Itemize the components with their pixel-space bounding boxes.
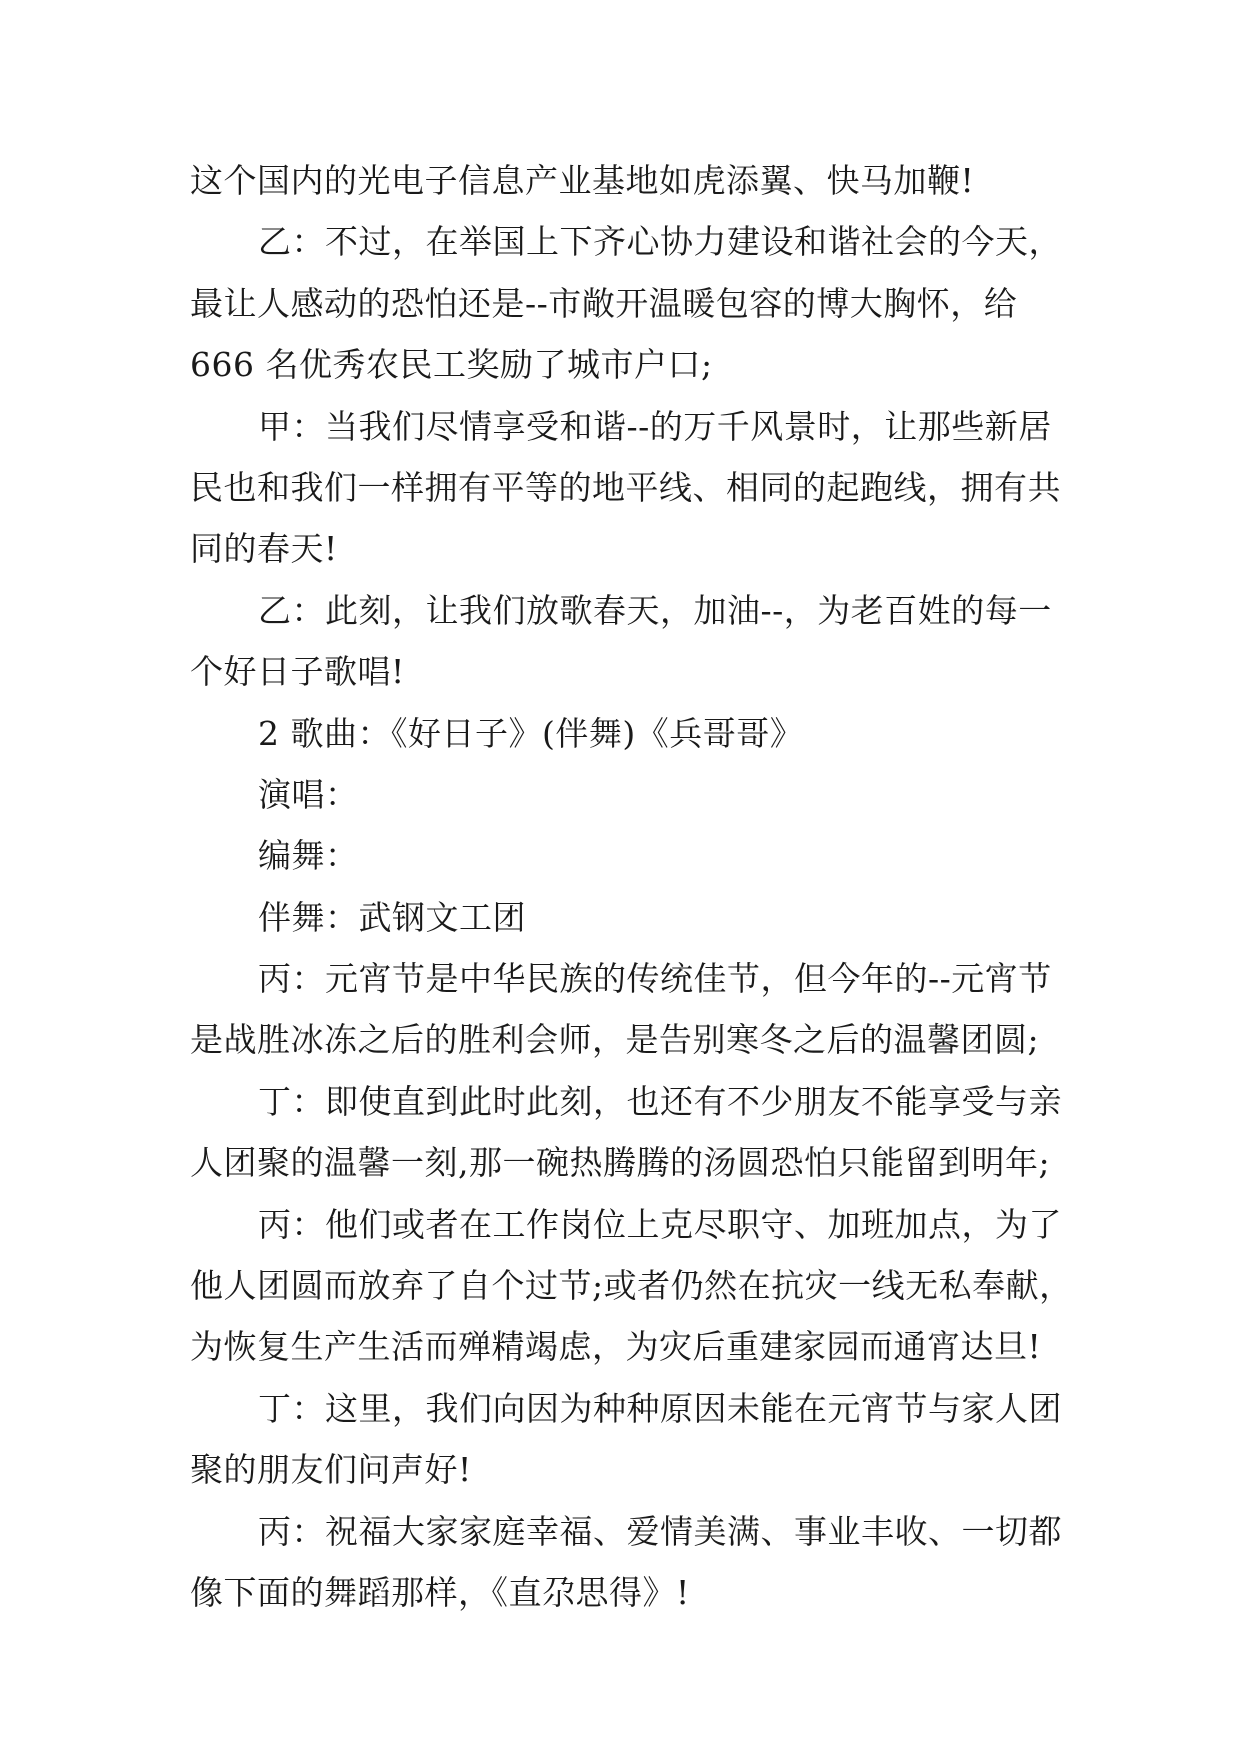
text-line: 丙：元宵节是中华民族的传统佳节，但今年的--元宵节 [258, 959, 1052, 999]
text-line: 丁：这里，我们向因为种种原因未能在元宵节与家人团 [258, 1388, 1062, 1428]
text-line: 2 歌曲：《好日子》(伴舞)《兵哥哥》 [258, 713, 804, 753]
text-line: 编舞： [258, 836, 359, 876]
text-line: 乙：此刻，让我们放歌春天，加油--，为老百姓的每一 [258, 590, 1052, 630]
text-line: 同的春天! [190, 529, 338, 569]
text-line: 是战胜冰冻之后的胜利会师，是告别寒冬之后的温馨团圆; [190, 1020, 1040, 1060]
text-line: 丙：他们或者在工作岗位上克尽职守、加班加点，为了 [258, 1204, 1062, 1244]
text-line: 民也和我们一样拥有平等的地平线、相同的起跑线，拥有共 [190, 467, 1061, 507]
text-line: 他人团圆而放弃了自个过节;或者仍然在抗灾一线无私奉献， [190, 1266, 1073, 1306]
text-line: 乙：不过，在举国上下齐心协力建设和谐社会的今天， [258, 222, 1062, 262]
text-line: 丙：祝福大家家庭幸福、爱情美满、事业丰收、一切都 [258, 1511, 1062, 1551]
text-line: 666 名优秀农民工奖励了城市户口; [190, 345, 713, 385]
text-line: 这个国内的光电子信息产业基地如虎添翼、快马加鞭! [190, 161, 975, 200]
text-line: 像下面的舞蹈那样，《直尕思得》! [190, 1572, 690, 1612]
text-line: 人团聚的温馨一刻,那一碗热腾腾的汤圆恐怕只能留到明年; [190, 1143, 1051, 1183]
text-line: 伴舞：武钢文工团 [258, 897, 526, 937]
text-line: 演唱： [258, 774, 359, 814]
text-line: 为恢复生产生活而殚精竭虑，为灾后重建家园而通宵达旦! [190, 1327, 1042, 1367]
text-line: 个好日子歌唱! [190, 652, 405, 692]
text-line: 丁：即使直到此时此刻，也还有不少朋友不能享受与亲 [258, 1081, 1062, 1121]
text-line: 聚的朋友们问声好! [190, 1450, 472, 1490]
text-line: 甲：当我们尽情享受和谐--的万千风景时，让那些新居 [258, 406, 1052, 446]
document-body [190, 150, 1073, 1623]
text-line: 最让人感动的恐怕还是--市敞开温暖包容的博大胸怀，给 [190, 283, 1018, 323]
